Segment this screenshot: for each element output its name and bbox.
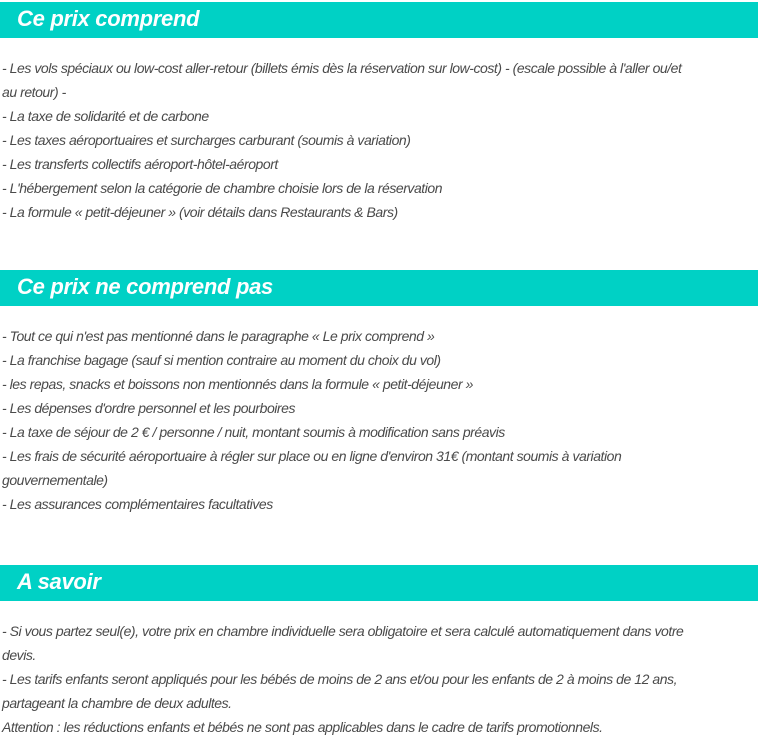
section-title: A savoir — [17, 569, 101, 594]
section-title: Ce prix comprend — [17, 6, 200, 31]
text-line: - Les vols spéciaux ou low-cost aller-retour (billets émis dès la réservation sur low-cost) - (escale possible à l'aller ou/et — [2, 60, 682, 76]
text-line: - les repas, snacks et boissons non mentionnés dans la formule « petit-déjeuner » — [2, 376, 473, 392]
section-header-price-excludes — [0, 270, 758, 306]
section-body-price-excludes — [0, 306, 758, 516]
text-line: devis. — [2, 647, 36, 663]
text-line: partageant la chambre de deux adultes. — [2, 695, 232, 711]
text-line: - La taxe de séjour de 2 € / personne / nuit, montant soumis à modification sans préavis — [2, 424, 505, 440]
text-line: - L'hébergement selon la catégorie de chambre choisie lors de la réservation — [2, 180, 443, 196]
text-line: gouvernementale) — [2, 472, 108, 488]
section-header-price-includes — [0, 2, 758, 38]
text-line: - Si vous partez seul(e), votre prix en chambre individuelle sera obligatoire et sera calculé automatiquement dans votre — [2, 623, 684, 639]
text-line: - Les transferts collectifs aéroport-hôtel-aéroport — [2, 156, 278, 172]
text-line: - La formule « petit-déjeuner » (voir détails dans Restaurants & Bars) — [2, 204, 398, 220]
text-line: - Les frais de sécurité aéroportuaire à régler sur place ou en ligne d'environ 31€ (montant soumis à variation — [2, 448, 622, 464]
section-body-price-includes — [0, 38, 758, 224]
text-line: au retour) - — [2, 84, 66, 100]
text-line: - Les taxes aéroportuaires et surcharges carburant (soumis à variation) — [2, 132, 411, 148]
text-line: - La taxe de solidarité et de carbone — [2, 108, 209, 124]
text-line: - Tout ce qui n'est pas mentionné dans le paragraphe « Le prix comprend » — [2, 328, 435, 344]
text-line: - Les dépenses d'ordre personnel et les pourboires — [2, 400, 296, 416]
text-line: - La franchise bagage (sauf si mention contraire au moment du choix du vol) — [2, 352, 441, 368]
section-title: Ce prix ne comprend pas — [17, 274, 273, 299]
section-body-good-to-know — [0, 601, 758, 739]
text-line: Attention : les réductions enfants et bébés ne sont pas applicables dans le cadre de tarifs promotionnels. — [2, 719, 603, 735]
price-info-page — [0, 2, 758, 755]
text-line: - Les assurances complémentaires facultatives — [2, 496, 273, 512]
text-line: - Les tarifs enfants seront appliqués pour les bébés de moins de 2 ans et/ou pour les enfants de 2 à moins de 12 ans, — [2, 671, 678, 687]
section-header-good-to-know — [0, 565, 758, 601]
